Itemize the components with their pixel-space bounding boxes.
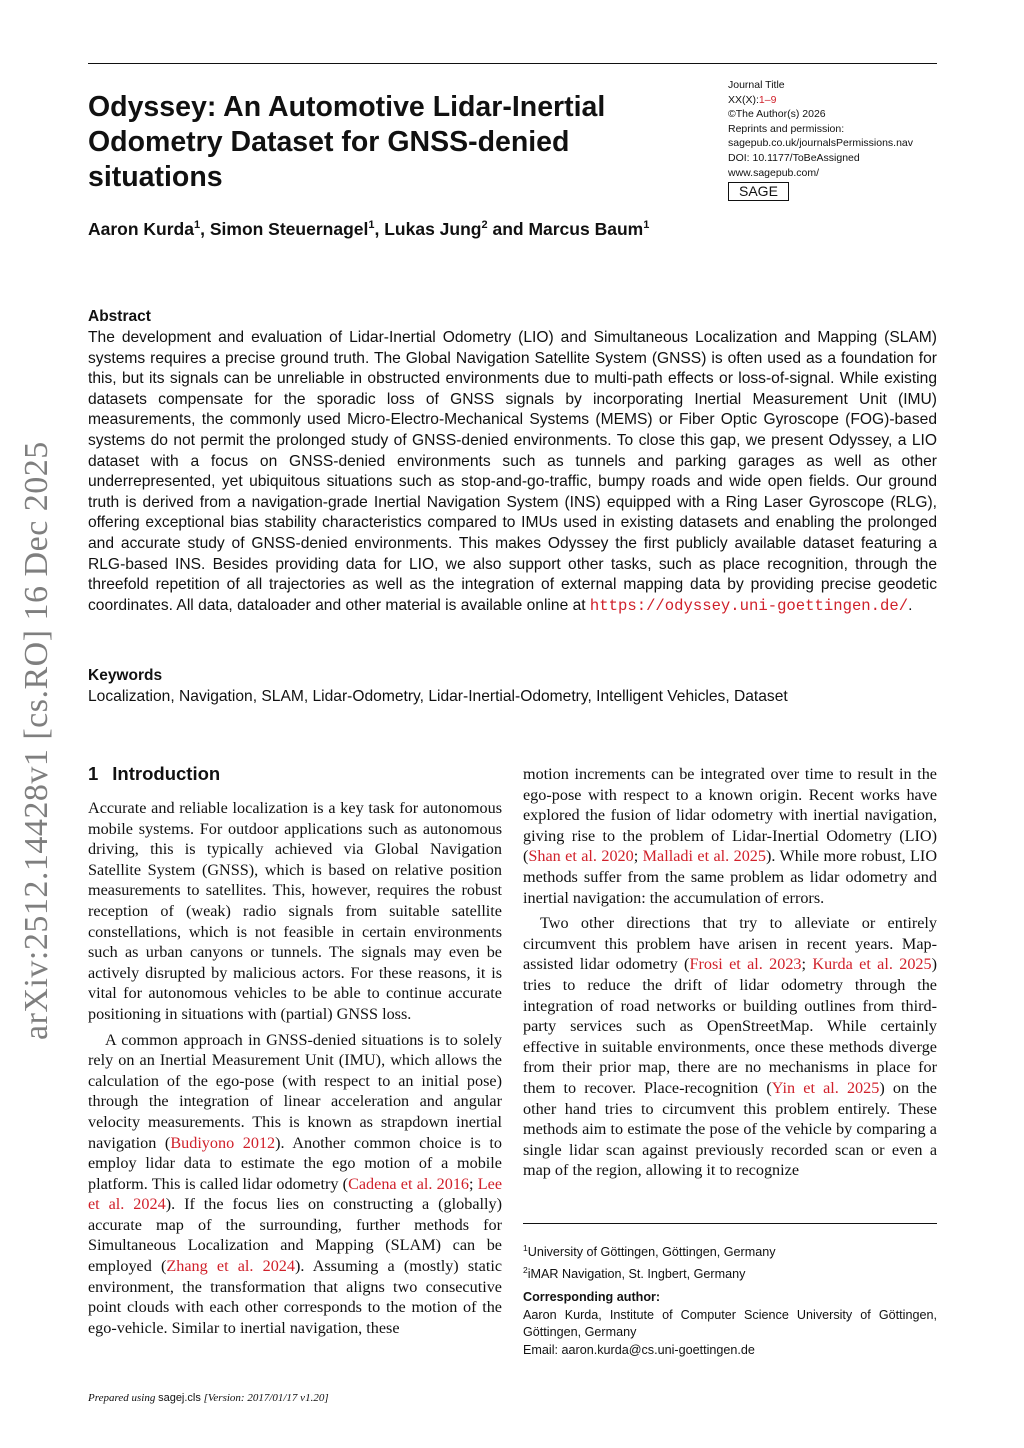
section-title: Introduction <box>112 763 221 784</box>
section-heading <box>88 763 220 785</box>
reprints-label: Reprints and permission: <box>728 122 845 135</box>
paragraph-text: ). While more robust, LIO methods suffer from the same problem as lidar odometry and inertial navigation: the accumulation of errors. <box>523 847 938 907</box>
author-name: Aaron Kurda <box>88 219 194 239</box>
copyright: ©The Author(s) 2026 <box>728 108 826 121</box>
dataset-url-link[interactable]: https://odyssey.uni-goettingen.de/ <box>589 596 909 615</box>
reprints-url[interactable]: sagepub.co.uk/journalsPermissions.nav <box>728 137 914 150</box>
keywords-list: Localization, Navigation, SLAM, Lidar-Odometry, Lidar-Inertial-Odometry, Intelligent Vehicles, Dataset <box>88 688 788 705</box>
citation-link[interactable]: Lee et al. 2024 <box>88 1174 503 1214</box>
pages-link[interactable]: 1–9 <box>758 93 777 106</box>
author-name: Marcus Baum <box>528 219 644 239</box>
abstract-end: . <box>908 596 913 614</box>
sage-logo: SAGE <box>728 182 789 201</box>
affiliation-footnotes <box>523 1240 937 1283</box>
paragraph-text: motion increments can be integrated over time to result in the ego-pose with respect to a known origin. Recent works have explored the fusion of lidar odometry with inertial navigation, giving rise to the problem of Lidar-Inertial Odometry (LIO) ( <box>523 765 937 866</box>
author-separator: , <box>200 219 210 239</box>
footnote-text: University of Göttingen, Göttingen, Germany <box>527 1245 776 1260</box>
abstract-text <box>88 328 937 616</box>
publisher-website[interactable]: www.sagepub.com/ <box>728 166 820 179</box>
citation-link[interactable]: Frosi et al. 2023 <box>689 955 802 974</box>
citation-link[interactable]: Shan et al. 2020 <box>528 847 634 866</box>
citation-link[interactable]: Kurda et al. 2025 <box>812 955 932 974</box>
paragraph-text: ) on the other hand tries to circumvent this problem entirely. These methods aim to estimate the pose of the vehicle by comparing a single lidar scan against previously recorded scan or even a map of the region, allowing it to recognize <box>523 1078 937 1180</box>
author-separator: and <box>487 219 529 239</box>
affiliation-mark[interactable]: 1 <box>368 219 375 232</box>
affiliation-mark[interactable]: 1 <box>193 219 201 232</box>
corresponding-author <box>523 1289 937 1359</box>
keywords-heading: Keywords <box>88 667 163 684</box>
abstract-section <box>88 308 937 616</box>
left-column <box>88 798 502 1338</box>
header-rule <box>88 63 937 64</box>
citation-link[interactable]: Yin et al. 2025 <box>771 1078 880 1097</box>
paragraph-text: A common approach in GNSS-denied situations is to solely rely on an Inertial Measurement Unit (IMU), which allows the calculation of the ego-pose (with respect to an initial pose) through the integration of linear acceleration and angular velocity measurements. This is known as strapdown inertial navigation ( <box>88 1030 502 1152</box>
footnote-mark: 1 <box>523 1243 528 1253</box>
footnote-mark: 2 <box>523 1264 528 1275</box>
section-number: 1 <box>88 763 99 784</box>
abstract-body: The development and evaluation of Lidar-Inertial Odometry (LIO) and Simultaneous Localization and Mapping (SLAM) systems requires a precise ground truth. The Global Navigation Satellite System (GNSS) is often used as a foundation for this, but its signals can be unreliable in obstructed environments due to multi-path effects or loss-of-signal. While existing datasets compensate for the sporadic loss of GNSS signals by incorporating Inertial Measurement Unit (IMU) measurements, the commonly used Micro-Electro-Mechanical Systems (MEMS) or Fiber Optic Gyroscope (FOG)-based systems do not permit the prolonged study of GNSS-denied environments. To close this gap, we present Odyssey, a LIO dataset with a focus on GNSS-denied environments such as tunnels and parking garages as well as other underrepresented, yet ubiquitous situations such as stop-and-go-traffic, bumpy roads and wide open fields. Our ground truth is derived from a navigation-grade Inertial Navigation System (INS) equipped with a Ring Laser Gyroscope (RLG), offering exceptional bias stability characteristics compared to IMUs used in existing datasets and enabling the prolonged and accurate study of GNSS-denied environments. This makes Odyssey the first publicly available dataset featuring a RLG-based INS. Besides providing data for LIO, we also support other tasks, such as place recognition, through the threefold repetition of all trajectories as well as the integration of external mapping data by providing precise geodetic coordinates. All data, dataloader and other material is available online at <box>88 329 937 614</box>
journal-volume <box>728 93 943 108</box>
corresponding-email[interactable]: Email: aaron.kurda@cs.uni-goettingen.de <box>523 1342 755 1357</box>
corresponding-heading: Corresponding author: <box>523 1290 661 1304</box>
paragraph-text: ). If the focus lies on constructing a (globally) accurate map of the surrounding, further methods for Simultaneous Localization and Mapping (SLAM) can be employed ( <box>88 1195 502 1276</box>
citation-link[interactable]: Budiyono 2012 <box>170 1133 276 1152</box>
arxiv-identifier-stamp: arXiv:2512.14428v1 [cs.RO] 16 Dec 2025 <box>18 441 55 1040</box>
author-name: Lukas Jung <box>384 219 482 239</box>
keywords-section <box>88 667 937 707</box>
paragraph-text: Two other directions that try to alleviate or entirely circumvent this problem have arisen in recent years. Map-assisted lidar odometry ( <box>523 914 937 974</box>
intro-paragraph-2 <box>88 1030 502 1339</box>
intro-paragraph-4 <box>523 913 937 1181</box>
footnote-affiliation-2 <box>523 1262 937 1284</box>
citation-separator: ; <box>469 1174 478 1193</box>
footer-prefix: Prepared using <box>88 1392 159 1404</box>
volume-prefix: XX(X): <box>728 93 759 106</box>
author-separator: , <box>374 219 385 239</box>
intro-paragraph-3 <box>523 764 937 908</box>
right-column <box>523 764 937 1181</box>
paragraph-text: ). Assuming a (mostly) static environment, the transformation that aligns two consecutive point clouds with each other corresponds to the motion of the ego-vehicle. Similar to inertial navigation, these <box>88 1257 503 1337</box>
paper-title: Odyssey: An Automotive Lidar-Inertial Odometry Dataset for GNSS-denied situations <box>88 91 606 193</box>
citation-separator: ; <box>633 847 643 866</box>
doi: DOI: 10.1177/ToBeAssigned <box>728 151 860 164</box>
citation-separator: ; <box>801 955 813 974</box>
footnote-affiliation-1 <box>523 1240 937 1262</box>
affiliation-mark[interactable]: 2 <box>481 219 488 232</box>
journal-title: Journal Title <box>728 79 785 91</box>
abstract-heading: Abstract <box>88 308 151 325</box>
footer-class-name: sagej.cls <box>158 1392 201 1404</box>
intro-paragraph-1: Accurate and reliable localization is a key task for autonomous mobile systems. For outdoor applications such as autonomous driving, this is typically achieved via Global Navigation Satellite System (GNSS), which is based on relative position measurements to satellites. This, however, requires the robust reception of (weak) radio signals from suitable satellite constellations, which is not feasible in certain environments such as urban canyons or tunnels. The signals may even be actively disrupted by malicious actors. For these reasons, it is vital for autonomous vehicles to be able to continue accurate positioning in situations with (partial) GNSS loss. <box>88 799 502 1023</box>
footnote-rule <box>523 1223 937 1224</box>
affiliation-mark[interactable]: 1 <box>643 219 650 232</box>
page-footer <box>88 1392 329 1404</box>
paragraph-text: ) tries to reduce the drift of lidar odometry through the integration of road networks or building outlines from third-party services such as OpenStreetMap. While certainly effective in suitable environments, once these methods diverge from their prior map, there are no mechanisms in place for them to recover. Place-recognition ( <box>523 955 938 1097</box>
paragraph-text: ). Another common choice is to employ lidar data to estimate the ego motion of a mobile platform. This is called lidar odometry ( <box>88 1133 502 1193</box>
journal-info <box>728 78 943 201</box>
citation-link[interactable]: Malladi et al. 2025 <box>642 847 766 866</box>
author-list <box>88 219 649 240</box>
citation-link[interactable]: Zhang et al. 2024 <box>166 1257 295 1276</box>
corresponding-details: Aaron Kurda, Institute of Computer Science University of Göttingen, Göttingen, Germany <box>523 1307 937 1339</box>
footer-suffix: [Version: 2017/01/17 v1.20] <box>200 1392 329 1404</box>
author-name: Simon Steuernagel <box>209 219 369 239</box>
footnote-text: iMAR Navigation, St. Ingbert, Germany <box>527 1266 746 1281</box>
citation-link[interactable]: Cadena et al. 2016 <box>348 1174 470 1193</box>
